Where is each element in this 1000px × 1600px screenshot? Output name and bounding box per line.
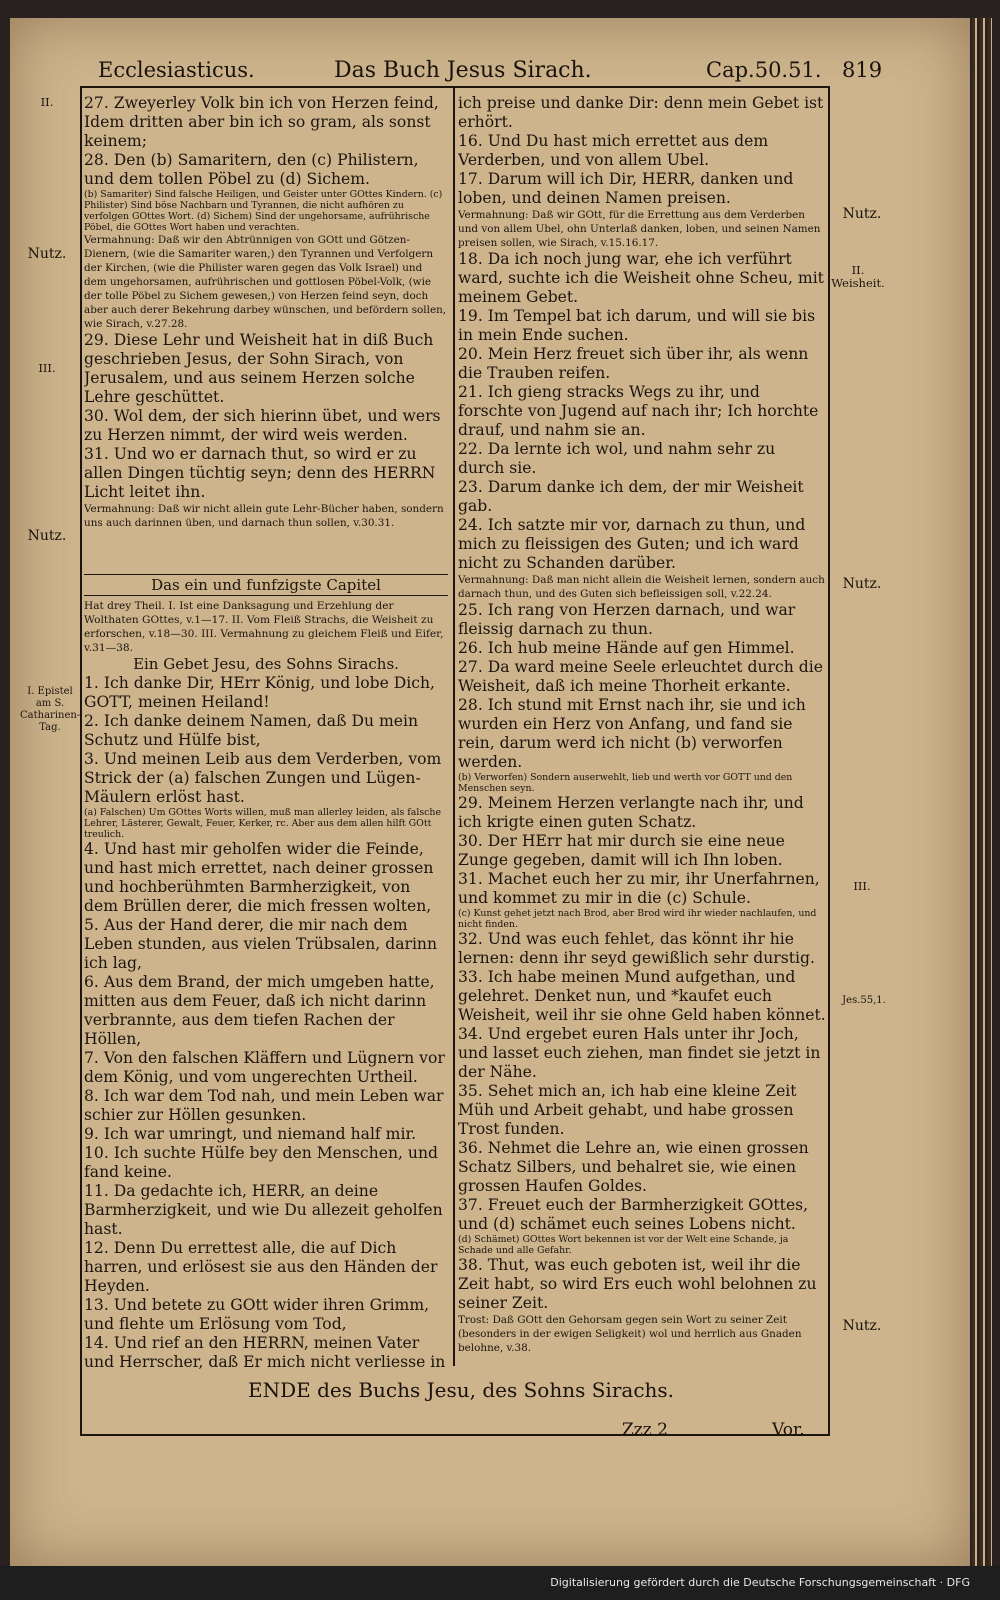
verse: 10. Ich suchte Hülfe bey den Menschen, und fand keine.	[84, 1144, 438, 1181]
verse: 29. Diese Lehr und Weisheit hat in diß Buch geschrieben Jesus, der Sohn Sirach, von Jerusalem, und aus seinem Herzen solche Lehre geschüttet.	[84, 331, 434, 406]
admonition: Trost: Daß GOtt den Gehorsam gegen sein Wort zu seiner Zeit (besonders in der ewigen Seligkeit) wol und herrlich aus Gnaden belohne, v.38.	[458, 1314, 802, 1354]
verse: 3. Und meinen Leib aus dem Verderben, vom Strick der (a) falschen Zungen und Lügen-Mäulern erlöst hast.	[84, 750, 442, 806]
left-verses-51	[84, 674, 448, 1370]
running-head-title: Das Buch Jesus Sirach.	[334, 58, 592, 83]
verse: 28. Ich stund mit Ernst nach ihr, sie und ich wurden ein Herz von Anfang, und fand sie rein, darum werd ich nicht (b) verworfen werden.	[458, 696, 806, 771]
verse: 8. Ich war dem Tod nah, und mein Leben war schier zur Höllen gesunken.	[84, 1087, 444, 1124]
funding-credit: Digitalisierung gefördert durch die Deutsche Forschungsgemeinschaft · DFG	[550, 1576, 970, 1589]
digitization-footer	[0, 1566, 1000, 1600]
chapter-label: Cap.50.51.	[706, 58, 822, 82]
verse: 30. Wol dem, der sich hierinn übet, und wers zu Herzen nimmt, der wird weis werden.	[84, 407, 441, 444]
verse: 1. Ich danke Dir, HErr König, und lobe Dich, GOTT, meinen Heiland!	[84, 674, 436, 711]
verse: 2. Ich danke deinem Namen, daß Du mein Schutz und Hülfe bist,	[84, 712, 419, 749]
footnote: (b) Samariter) Sind falsche Heiligen, und Geister unter GOttes Kindern. (c) Philister) Sind böse Nachbarn und Tyrannen, die nicht aufhören zu verfolgen GOttes Wort. (d) Sichem) Sind der ungehorsame, aufrührische Pöbel, die GOttes Wort haben und verachten.	[84, 189, 443, 233]
chapter-summary: Hat drey Theil. I. Ist eine Danksagung und Erzehlung der Wolthaten GOttes, v.1—17. II. Vom Fleiß Strachs, die Weisheit zu erforschen, v.18—30. III. Vermahnung zu gleichem Fleiß und Eifer, v.31—38.	[84, 600, 444, 654]
margin-part-iii: III.	[38, 361, 56, 375]
margin-nutz: Nutz.	[842, 1318, 882, 1334]
verse: 35. Sehet mich an, ich hab eine kleine Zeit Müh und Arbeit gehabt, und habe grossen Trost funden.	[458, 1082, 797, 1138]
right-column	[458, 94, 826, 1368]
verse: 4. Und hast mir geholfen wider die Feinde, und hast mich errettet, nach deiner grossen und hochberühmten Barmherzigkeit, von dem Brüllen derer, die mich fressen wolten,	[84, 840, 434, 915]
verse: 12. Denn Du errettest alle, die auf Dich harren, und erlösest sie aus den Händen der Heyden.	[84, 1239, 438, 1295]
page-number: 819	[842, 58, 883, 82]
prayer-heading: Ein Gebet Jesu, des Sohns Sirachs.	[133, 655, 399, 673]
footnote: (c) Kunst gehet jetzt nach Brod, aber Brod wird ihr wieder nachlaufen, und nicht finden.	[458, 908, 817, 930]
column-divider	[453, 88, 455, 1366]
footnote: (b) Verworfen) Sondern auserwehlt, lieb und werth vor GOTT und den Menschen seyn.	[458, 772, 793, 794]
verse: 18. Da ich noch jung war, ehe ich verführt ward, suchte ich die Weisheit ohne Scheu, mit meinem Gebet.	[458, 250, 824, 306]
verse: 7. Von den falschen Kläffern und Lügnern vor dem König, und vom ungerechten Urtheil.	[84, 1049, 445, 1086]
catchword: Vor.	[772, 1420, 805, 1440]
verse: 27. Da ward meine Seele erleuchtet durch die Weisheit, daß ich meine Thorheit erkante.	[458, 658, 823, 695]
verse: 34. Und ergebet euren Hals unter ihr Joch, und lasset euch ziehen, man findet sie jetzt in der Nähe.	[458, 1025, 821, 1081]
admonition: Vermahnung: Daß wir nicht allein gute Lehr-Bücher haben, sondern uns auch darinnen üben, und darnach thun sollen, v.30.31.	[84, 503, 444, 529]
margin-cross-reference: Jes.55,1.	[842, 995, 886, 1006]
verse: 31. Machet euch her zu mir, ihr Unerfahrnen, und kommet zu mir in die (c) Schule.	[458, 870, 820, 907]
chapter-title: Das ein und funfzigste Capitel	[84, 574, 448, 596]
book-end-line: ENDE des Buchs Jesu, des Sohns Sirachs.	[248, 1378, 675, 1402]
verse: 26. Ich hub meine Hände auf gen Himmel.	[458, 639, 795, 657]
verse: 32. Und was euch fehlet, das könnt ihr hie lernen: denn ihr seyd gewißlich sehr durstig.	[458, 930, 815, 967]
running-head-left: Ecclesiasticus.	[98, 58, 255, 82]
admonition: Vermahnung: Daß wir GOtt, für die Errettung aus dem Verderben und von allem Ubel, ohn Unterlaß danken, loben, und seinen Namen preisen sollen, wie Sirach, v.15.16.17.	[458, 209, 821, 249]
footnote: (a) Falschen) Um GOttes Worts willen, muß man allerley leiden, als falsche Lehrer, Lästerer, Gewalt, Feuer, Kerker, rc. Aber aus dem allen hilft GOtt treulich.	[84, 807, 442, 840]
bottom-rule	[80, 1434, 830, 1436]
verse: 14. Und rief an den HERRN, meinen Vater und Herrscher, daß Er mich nicht verliesse in	[84, 1334, 446, 1370]
left-column-lower	[84, 572, 448, 1370]
verse: 36. Nehmet die Lehre an, wie einen grossen Schatz Silbers, und behalret sie, wie einen grossen Haufen Goldes.	[458, 1139, 809, 1195]
verse: 33. Ich habe meinen Mund aufgethan, und gelehret. Denket nun, und *kaufet euch Weisheit, weil ihr sie ohne Geld haben könnet.	[458, 968, 826, 1024]
verse: 5. Aus der Hand derer, die mir nach dem Leben stunden, aus vielen Trübsalen, darinn ich lag,	[84, 916, 438, 972]
verse: 29. Meinem Herzen verlangte nach ihr, und ich krigte einen guten Schatz.	[458, 794, 804, 831]
left-border	[80, 86, 82, 1436]
verse: 19. Im Tempel bat ich darum, und will sie bis in mein Ende suchen.	[458, 307, 816, 344]
verse: ich preise und danke Dir: denn mein Gebet ist erhört.	[458, 94, 824, 131]
footnote: (d) Schämet) GOttes Wort bekennen ist vor der Welt eine Schande, ja Schade und alle Gefahr.	[458, 1234, 789, 1256]
verse: 37. Freuet euch der Barmherzigkeit GOttes, und (d) schämet euch seines Lobens nicht.	[458, 1196, 809, 1233]
margin-nutz: Nutz.	[27, 528, 67, 544]
verse: 25. Ich rang von Herzen darnach, und war fleissig darnach zu thun.	[458, 601, 796, 638]
margin-part-iii: III.	[853, 879, 871, 893]
header-rule	[80, 86, 830, 88]
verse: 6. Aus dem Brand, der mich umgeben hatte, mitten aus dem Feuer, daß ich nicht darinn verbrannte, aus dem tiefen Rachen der Höllen,	[84, 973, 435, 1048]
left-column-upper	[84, 94, 448, 570]
signature-mark: Zzz 2	[622, 1420, 668, 1440]
margin-epistle-note: I. Epistel am S. Catharinen-Tag.	[20, 686, 81, 733]
verse: 9. Ich war umringt, und niemand half mir.	[84, 1125, 417, 1143]
margin-nutz: Nutz.	[842, 206, 882, 222]
book-spine	[972, 18, 992, 1566]
margin-nutz: Nutz.	[27, 246, 67, 262]
admonition: Vermahnung: Daß wir den Abtrünnigen von GOtt und Götzen-Dienern, (wie die Samariter waren,) den Tyrannen und Verfolgern der Kirchen, (wie die Philister waren gegen das Volk Israel) und dem ungehorsamen, aufrührischen und gottlosen Pöbel-Volk, (wie der tolle Pöbel zu Sichem gewesen,) von Herzen feind seyn, doch aber auch derer Bekehrung darbey wünschen, und befördern sollen, wie Sirach, v.27.28.	[84, 234, 447, 330]
verse: 16. Und Du hast mich errettet aus dem Verderben, und von allem Ubel.	[458, 132, 769, 169]
verse: 28. Den (b) Samaritern, den (c) Philistern, und dem tollen Pöbel zu (d) Sichem.	[84, 151, 419, 188]
margin-part-ii: II.	[40, 95, 54, 109]
verse: 17. Darum will ich Dir, HERR, danken und loben, und deinen Namen preisen.	[458, 170, 794, 207]
verse: 22. Da lernte ich wol, und nahm sehr zu durch sie.	[458, 440, 776, 477]
verse: 24. Ich satzte mir vor, darnach zu thun, und mich zu fleissigen des Guten; und ich ward nicht zu Schanden darüber.	[458, 516, 806, 572]
admonition: Vermahnung: Daß man nicht allein die Weisheit lernen, sondern auch darnach thun, und des Guten sich befleissigen soll, v.22.24.	[458, 574, 825, 600]
verse: 20. Mein Herz freuet sich über ihr, als wenn die Trauben reifen.	[458, 345, 809, 382]
verse: 11. Da gedachte ich, HERR, an deine Barmherzigkeit, und wie Du allezeit geholfen hast.	[84, 1182, 443, 1238]
verse: 30. Der HErr hat mir durch sie eine neue Zunge gegeben, damit will ich Ihn loben.	[458, 832, 785, 869]
verse: 38. Thut, was euch geboten ist, weil ihr die Zeit habt, so wird Ers euch wohl belohnen zu seiner Zeit.	[458, 1256, 817, 1312]
verse: 13. Und betete zu GOtt wider ihren Grimm, und flehte um Erlösung vom Tod,	[84, 1296, 430, 1333]
margin-part-ii-weisheit: II. Weisheit.	[831, 263, 885, 290]
verse: 21. Ich gieng stracks Wegs zu ihr, und forschte von Jugend auf nach ihr; Ich horchte drauf, und nahm sie an.	[458, 383, 819, 439]
verse: 31. Und wo er darnach thut, so wird er zu allen Dingen tüchtig seyn; denn des HERRN Licht leitet ihn.	[84, 445, 436, 501]
verse: 27. Zweyerley Volk bin ich von Herzen feind, Idem dritten aber bin ich so gram, als sonst keinem;	[84, 94, 439, 150]
verse: 23. Darum danke ich dem, der mir Weisheit gab.	[458, 478, 804, 515]
margin-nutz: Nutz.	[842, 576, 882, 592]
